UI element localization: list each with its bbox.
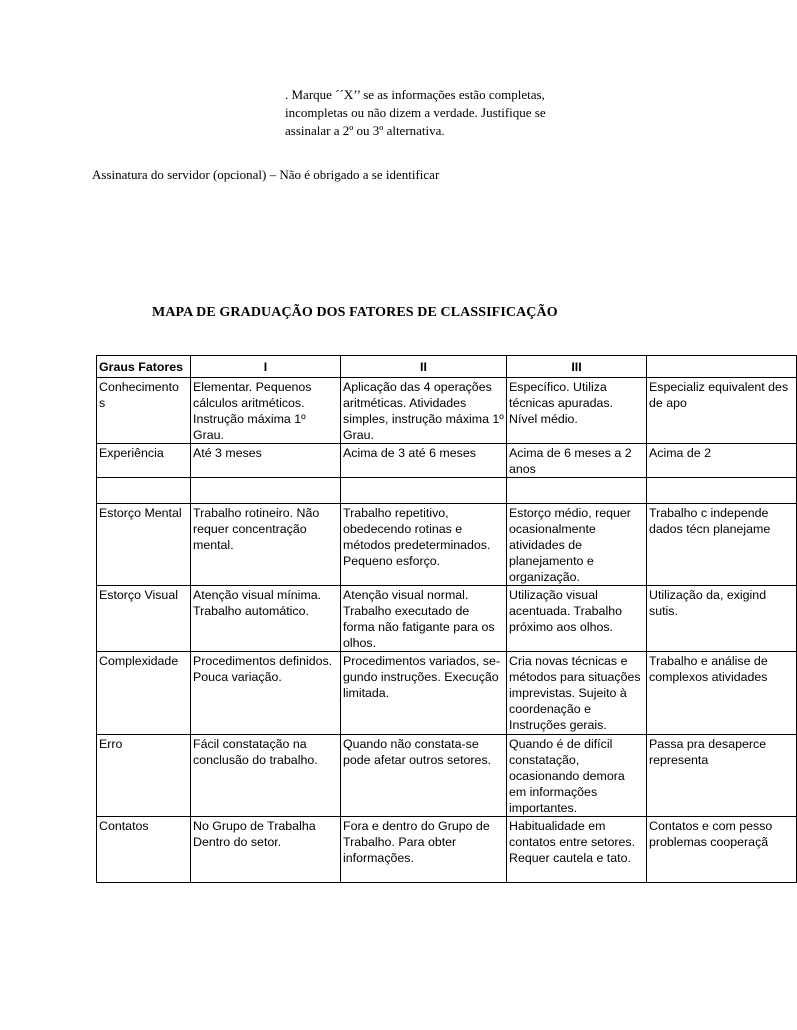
table-cell: Passa pra desaperce representa: [647, 735, 797, 817]
factor-cell: Contatos: [97, 817, 191, 883]
header-cell: I: [191, 356, 341, 378]
table-cell: Aplicação das 4 operações aritméticas. Atividades simples, instrução máxima 1º Grau.: [341, 378, 507, 444]
table-row: [97, 504, 797, 586]
table-row: [97, 652, 797, 735]
table-cell: Acima de 6 meses a 2 anos: [507, 444, 647, 478]
instruction-line: . Marque ´´X’’ se as informações estão completas,: [285, 87, 545, 102]
table-header-row: [97, 356, 797, 378]
instructions-block: [285, 86, 615, 140]
factor-cell: Complexidade: [97, 652, 191, 735]
table-row: [97, 735, 797, 817]
factor-cell: Estorço Visual: [97, 586, 191, 652]
table-cell: Fora e dentro do Grupo de Trabalho. Para obter informações.: [341, 817, 507, 883]
table-cell: Atenção visual normal. Trabalho executado de forma não fatigante para os olhos.: [341, 586, 507, 652]
table-cell: Contatos e com pesso problemas cooperaçã: [647, 817, 797, 883]
table-row: [97, 586, 797, 652]
table-cell: Acima de 3 até 6 meses: [341, 444, 507, 478]
header-cell: II: [341, 356, 507, 378]
table-cell: Especializ equivalent des de apo: [647, 378, 797, 444]
table-cell: Trabalho c independe dados técn planejame: [647, 504, 797, 586]
table-cell: Acima de 2: [647, 444, 797, 478]
factor-cell: Estorço Mental: [97, 504, 191, 586]
table-cell: Procedimentos definidos. Pouca variação.: [191, 652, 341, 735]
table-row: [97, 817, 797, 883]
table-row: [97, 444, 797, 478]
table-cell: Procedimentos variados, se-gundo instruções. Execução limitada.: [341, 652, 507, 735]
table-cell: Elementar. Pequenos cálculos aritméticos. Instrução máxima 1º Grau.: [191, 378, 341, 444]
instruction-line: incompletas ou não dizem a verdade. Justifique se: [285, 105, 546, 120]
table-row: [97, 378, 797, 444]
signature-line: Assinatura do servidor (opcional) – Não é obrigado a se identificar: [92, 167, 440, 182]
table-cell: Utilização da, exigind sutis.: [647, 586, 797, 652]
instruction-line: assinalar a 2º ou 3º alternativa.: [285, 123, 445, 138]
table-cell: Trabalho repetitivo, obedecendo rotinas e métodos predeterminados. Pequeno esforço.: [341, 504, 507, 586]
table-cell: Cria novas técnicas e métodos para situações imprevistas. Sujeito à coordenação e Instruções gerais.: [507, 652, 647, 735]
table-cell: Trabalho rotineiro. Não requer concentração mental.: [191, 504, 341, 586]
table-cell: Atenção visual mínima. Trabalho automático.: [191, 586, 341, 652]
table-cell: Quando é de difícil constatação, ocasionando demora em informações importantes.: [507, 735, 647, 817]
table-cell: Estorço médio, requer ocasionalmente atividades de planejamento e organização.: [507, 504, 647, 586]
factor-cell: Experiência: [97, 444, 191, 478]
table-cell: Fácil constatação na conclusão do trabalho.: [191, 735, 341, 817]
factor-cell: Conhecimento s: [97, 378, 191, 444]
table-cell: No Grupo de Trabalha Dentro do setor.: [191, 817, 341, 883]
header-cell: Graus Fatores: [97, 356, 191, 378]
document-title: MAPA DE GRADUAÇÃO DOS FATORES DE CLASSIFICAÇÃO: [152, 305, 558, 320]
header-cell: [647, 356, 797, 378]
spacer-row: [97, 478, 797, 504]
header-cell: III: [507, 356, 647, 378]
table-cell: Específico. Utiliza técnicas apuradas. Nível médio.: [507, 378, 647, 444]
classification-table: [96, 355, 797, 883]
classification-table-wrapper: [96, 355, 789, 883]
table-cell: Utilização visual acentuada. Trabalho próximo aos olhos.: [507, 586, 647, 652]
table-cell: Trabalho e análise de complexos atividades: [647, 652, 797, 735]
factor-cell: Erro: [97, 735, 191, 817]
table-cell: Habitualidade em contatos entre setores. Requer cautela e tato.: [507, 817, 647, 883]
table-cell: Até 3 meses: [191, 444, 341, 478]
table-cell: Quando não constata-se pode afetar outros setores.: [341, 735, 507, 817]
